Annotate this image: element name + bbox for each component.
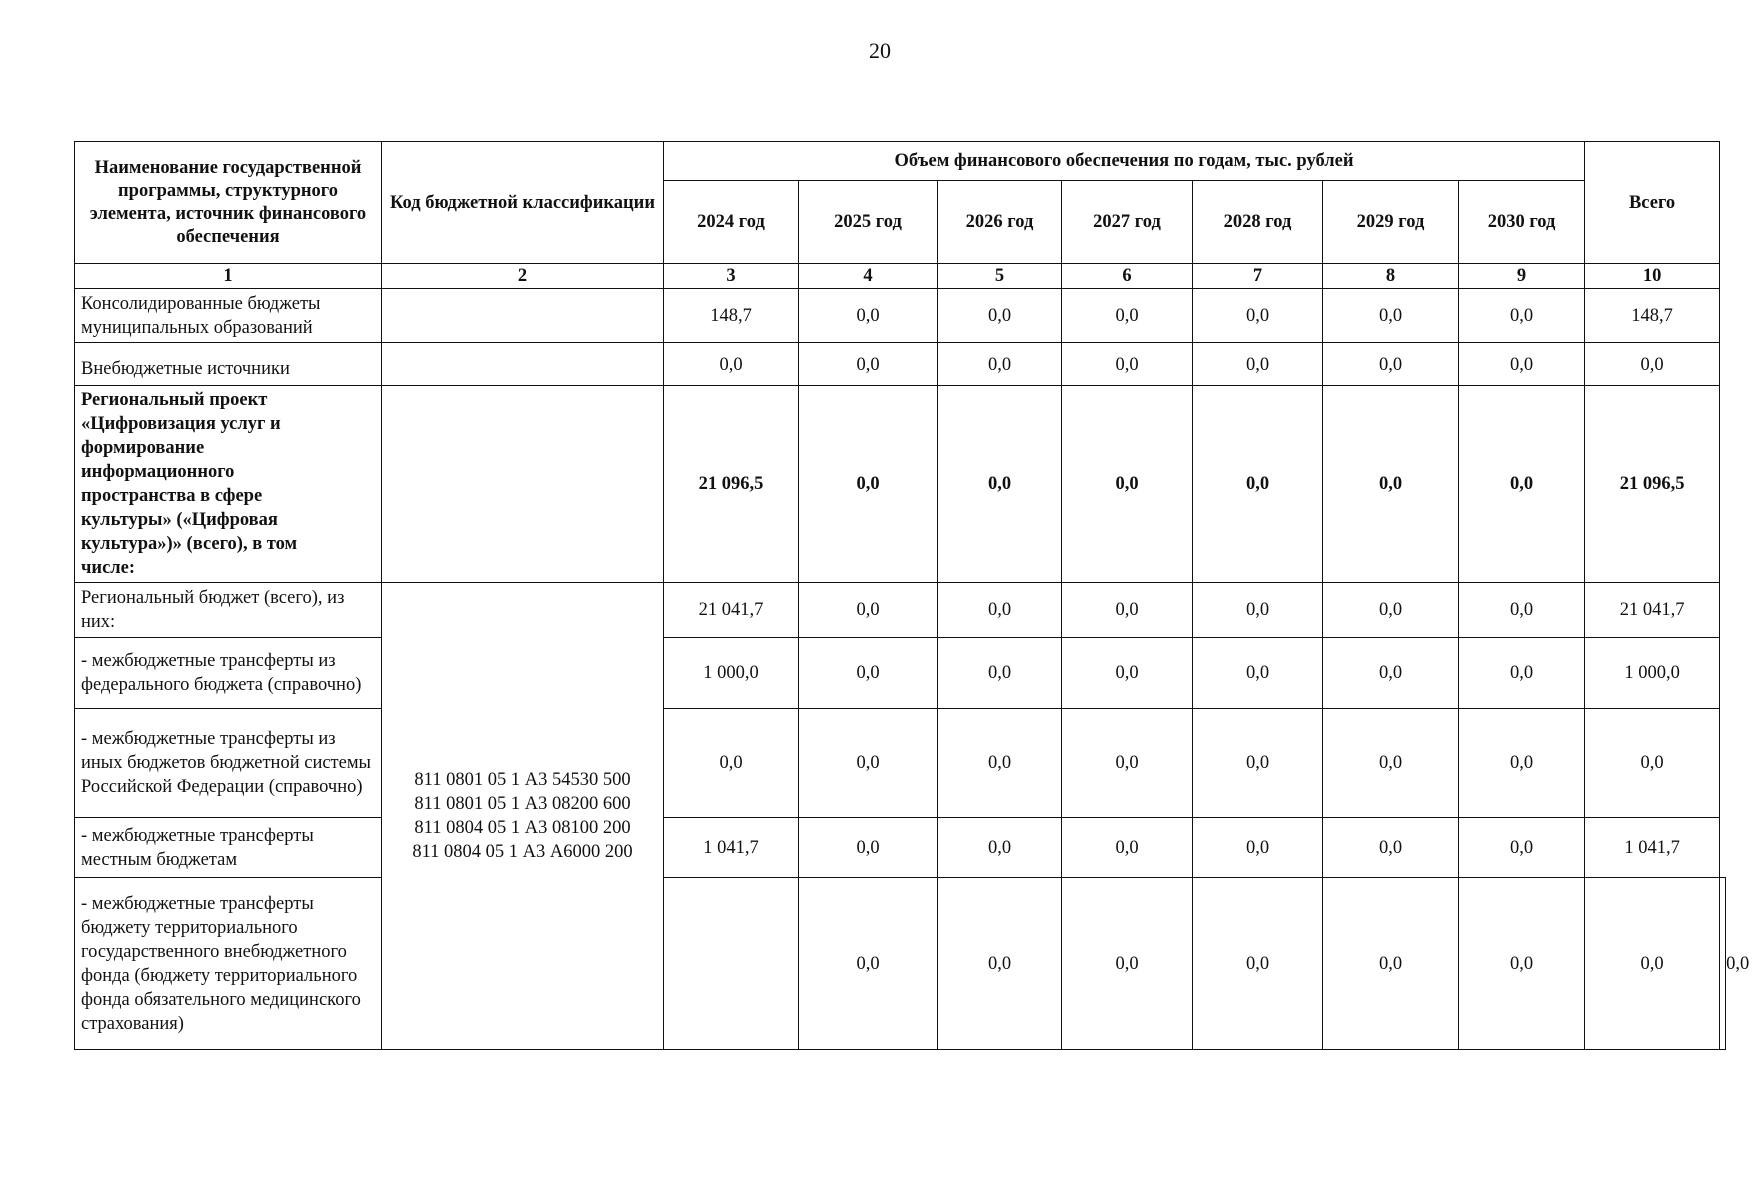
- value-cell-total: 21 041,7: [1585, 583, 1720, 638]
- value-cell: 0,0: [1193, 709, 1323, 818]
- value-cell: 0,0: [1193, 583, 1323, 638]
- code-cell-empty: [382, 343, 664, 386]
- value-cell-total: 1 041,7: [1585, 818, 1720, 878]
- column-number: 5: [938, 264, 1062, 289]
- table-row: [75, 638, 1726, 709]
- budget-code: 811 0801 05 1 А3 54530 500: [414, 770, 631, 790]
- row-label: - межбюджетные трансферты бюджету территориального государственного внебюджетного фонда (бюджету территориального фонда обязательного медицинского страхования): [75, 878, 382, 1050]
- row-label: Внебюджетные источники: [75, 343, 382, 386]
- row-label: Региональный проект «Цифровизация услуг и формирование информационного пространства в сфере культуры» («Цифровая культура»)» (всего), в том числе:: [75, 386, 382, 583]
- value-cell: 0,0: [1323, 878, 1459, 1050]
- value-cell: 0,0: [1459, 386, 1585, 583]
- header-year: 2024 год: [664, 181, 799, 264]
- table-row: [75, 818, 1726, 878]
- table-row: [75, 709, 1726, 818]
- column-number: 8: [1323, 264, 1459, 289]
- value-cell: 1 000,0: [664, 638, 799, 709]
- column-number-row: [75, 264, 1726, 289]
- value-cell: 0,0: [799, 878, 938, 1050]
- value-cell: 0,0: [1062, 818, 1193, 878]
- value-cell: 0,0: [1323, 343, 1459, 386]
- column-number: 7: [1193, 264, 1323, 289]
- value-cell: 21 096,5: [664, 386, 799, 583]
- code-cell-empty: [382, 289, 664, 343]
- value-cell: 0,0: [938, 386, 1062, 583]
- value-cell: 0,0: [1459, 583, 1585, 638]
- value-cell: 0,0: [1323, 386, 1459, 583]
- value-cell: 0,0: [1193, 343, 1323, 386]
- value-cell: 0,0: [938, 818, 1062, 878]
- value-cell: 0,0: [799, 638, 938, 709]
- row-label: Региональный бюджет (всего), из них:: [75, 583, 382, 638]
- value-cell: 0,0: [1062, 583, 1193, 638]
- header-year: 2028 год: [1193, 181, 1323, 264]
- value-cell: 0,0: [1062, 343, 1193, 386]
- value-cell: 148,7: [664, 289, 799, 343]
- table-row: [75, 289, 1726, 343]
- table-row-project: [75, 386, 1726, 583]
- budget-code-cell: [382, 583, 664, 1050]
- value-cell-total: 0,0: [1585, 709, 1720, 818]
- value-cell: 0,0: [938, 583, 1062, 638]
- budget-code: 811 0804 05 1 А3 08100 200: [414, 818, 631, 838]
- column-number: 4: [799, 264, 938, 289]
- value-cell: 0,0: [938, 289, 1062, 343]
- value-cell: 0,0: [1062, 638, 1193, 709]
- value-cell: 0,0: [1193, 818, 1323, 878]
- column-number: 3: [664, 264, 799, 289]
- value-cell: 0,0: [1459, 709, 1585, 818]
- value-cell: 21 041,7: [664, 583, 799, 638]
- value-cell: 0,0: [1323, 289, 1459, 343]
- column-number: 2: [382, 264, 664, 289]
- header-code: Код бюджетной классификации: [382, 142, 664, 264]
- value-cell: 0,0: [664, 709, 799, 818]
- value-cell: 0,0: [799, 583, 938, 638]
- column-number: 9: [1459, 264, 1585, 289]
- table-row: [75, 583, 1726, 638]
- page-number: 20: [869, 38, 891, 63]
- budget-code: 811 0801 05 1 А3 08200 600: [414, 794, 631, 814]
- row-label: - межбюджетные трансферты из иных бюджетов бюджетной системы Российской Федерации (справочно): [75, 709, 382, 818]
- value-cell: 0,0: [938, 638, 1062, 709]
- value-cell: 0,0: [664, 343, 799, 386]
- header-year: 2029 год: [1323, 181, 1459, 264]
- column-number: 6: [1062, 264, 1193, 289]
- value-cell: 0,0: [1193, 638, 1323, 709]
- value-cell: 0,0: [938, 709, 1062, 818]
- value-cell-total: 21 096,5: [1585, 386, 1720, 583]
- value-cell: 0,0: [1459, 878, 1585, 1050]
- table-row: [75, 343, 1726, 386]
- value-cell: 0,0: [799, 818, 938, 878]
- value-cell: 0,0: [1585, 878, 1720, 1050]
- value-cell: 0,0: [799, 343, 938, 386]
- row-label: - межбюджетные трансферты местным бюджетам: [75, 818, 382, 878]
- value-cell: 0,0: [938, 878, 1062, 1050]
- value-cell-total: 1 000,0: [1585, 638, 1720, 709]
- header-volume-group: Объем финансового обеспечения по годам, тыс. рублей: [664, 142, 1585, 181]
- financing-table: [74, 141, 1750, 1050]
- value-cell: 1 041,7: [664, 818, 799, 878]
- header-name: Наименование государственной программы, структурного элемента, источник финансового обеспечения: [75, 142, 382, 264]
- column-number: 1: [75, 264, 382, 289]
- value-cell: 0,0: [1193, 289, 1323, 343]
- value-cell: 0,0: [1193, 878, 1323, 1050]
- value-cell: 0,0: [1062, 878, 1193, 1050]
- value-cell: 0,0: [1459, 638, 1585, 709]
- code-cell-empty: [664, 878, 799, 1050]
- value-cell: 0,0: [1323, 638, 1459, 709]
- header-year: 2030 год: [1459, 181, 1585, 264]
- value-cell: 0,0: [799, 709, 938, 818]
- row-label: Консолидированные бюджеты муниципальных образований: [75, 289, 382, 343]
- value-cell: 0,0: [938, 343, 1062, 386]
- value-cell-total: 0,0: [1585, 343, 1720, 386]
- header-total: Всего: [1585, 142, 1720, 264]
- value-cell: 0,0: [1062, 709, 1193, 818]
- header-year: 2025 год: [799, 181, 938, 264]
- value-cell: 0,0: [1459, 343, 1585, 386]
- value-cell: 0,0: [1062, 386, 1193, 583]
- value-cell: 0,0: [1459, 818, 1585, 878]
- header-row-1: [75, 142, 1726, 181]
- value-cell: 0,0: [1323, 818, 1459, 878]
- header-year: 2027 год: [1062, 181, 1193, 264]
- budget-code: 811 0804 05 1 А3 А6000 200: [412, 842, 633, 862]
- value-cell: 0,0: [799, 386, 938, 583]
- header-year: 2026 год: [938, 181, 1062, 264]
- value-cell-total: 148,7: [1585, 289, 1720, 343]
- value-cell: 0,0: [799, 289, 938, 343]
- value-cell: 0,0: [1193, 386, 1323, 583]
- value-cell: 0,0: [1323, 709, 1459, 818]
- code-cell-empty: [382, 386, 664, 583]
- value-cell-total: 0,0: [1720, 878, 1726, 1050]
- value-cell: 0,0: [1323, 583, 1459, 638]
- column-number: 10: [1585, 264, 1720, 289]
- table-row: [75, 878, 1726, 1050]
- value-cell: 0,0: [1062, 289, 1193, 343]
- value-cell: 0,0: [1459, 289, 1585, 343]
- row-label: - межбюджетные трансферты из федерального бюджета (справочно): [75, 638, 382, 709]
